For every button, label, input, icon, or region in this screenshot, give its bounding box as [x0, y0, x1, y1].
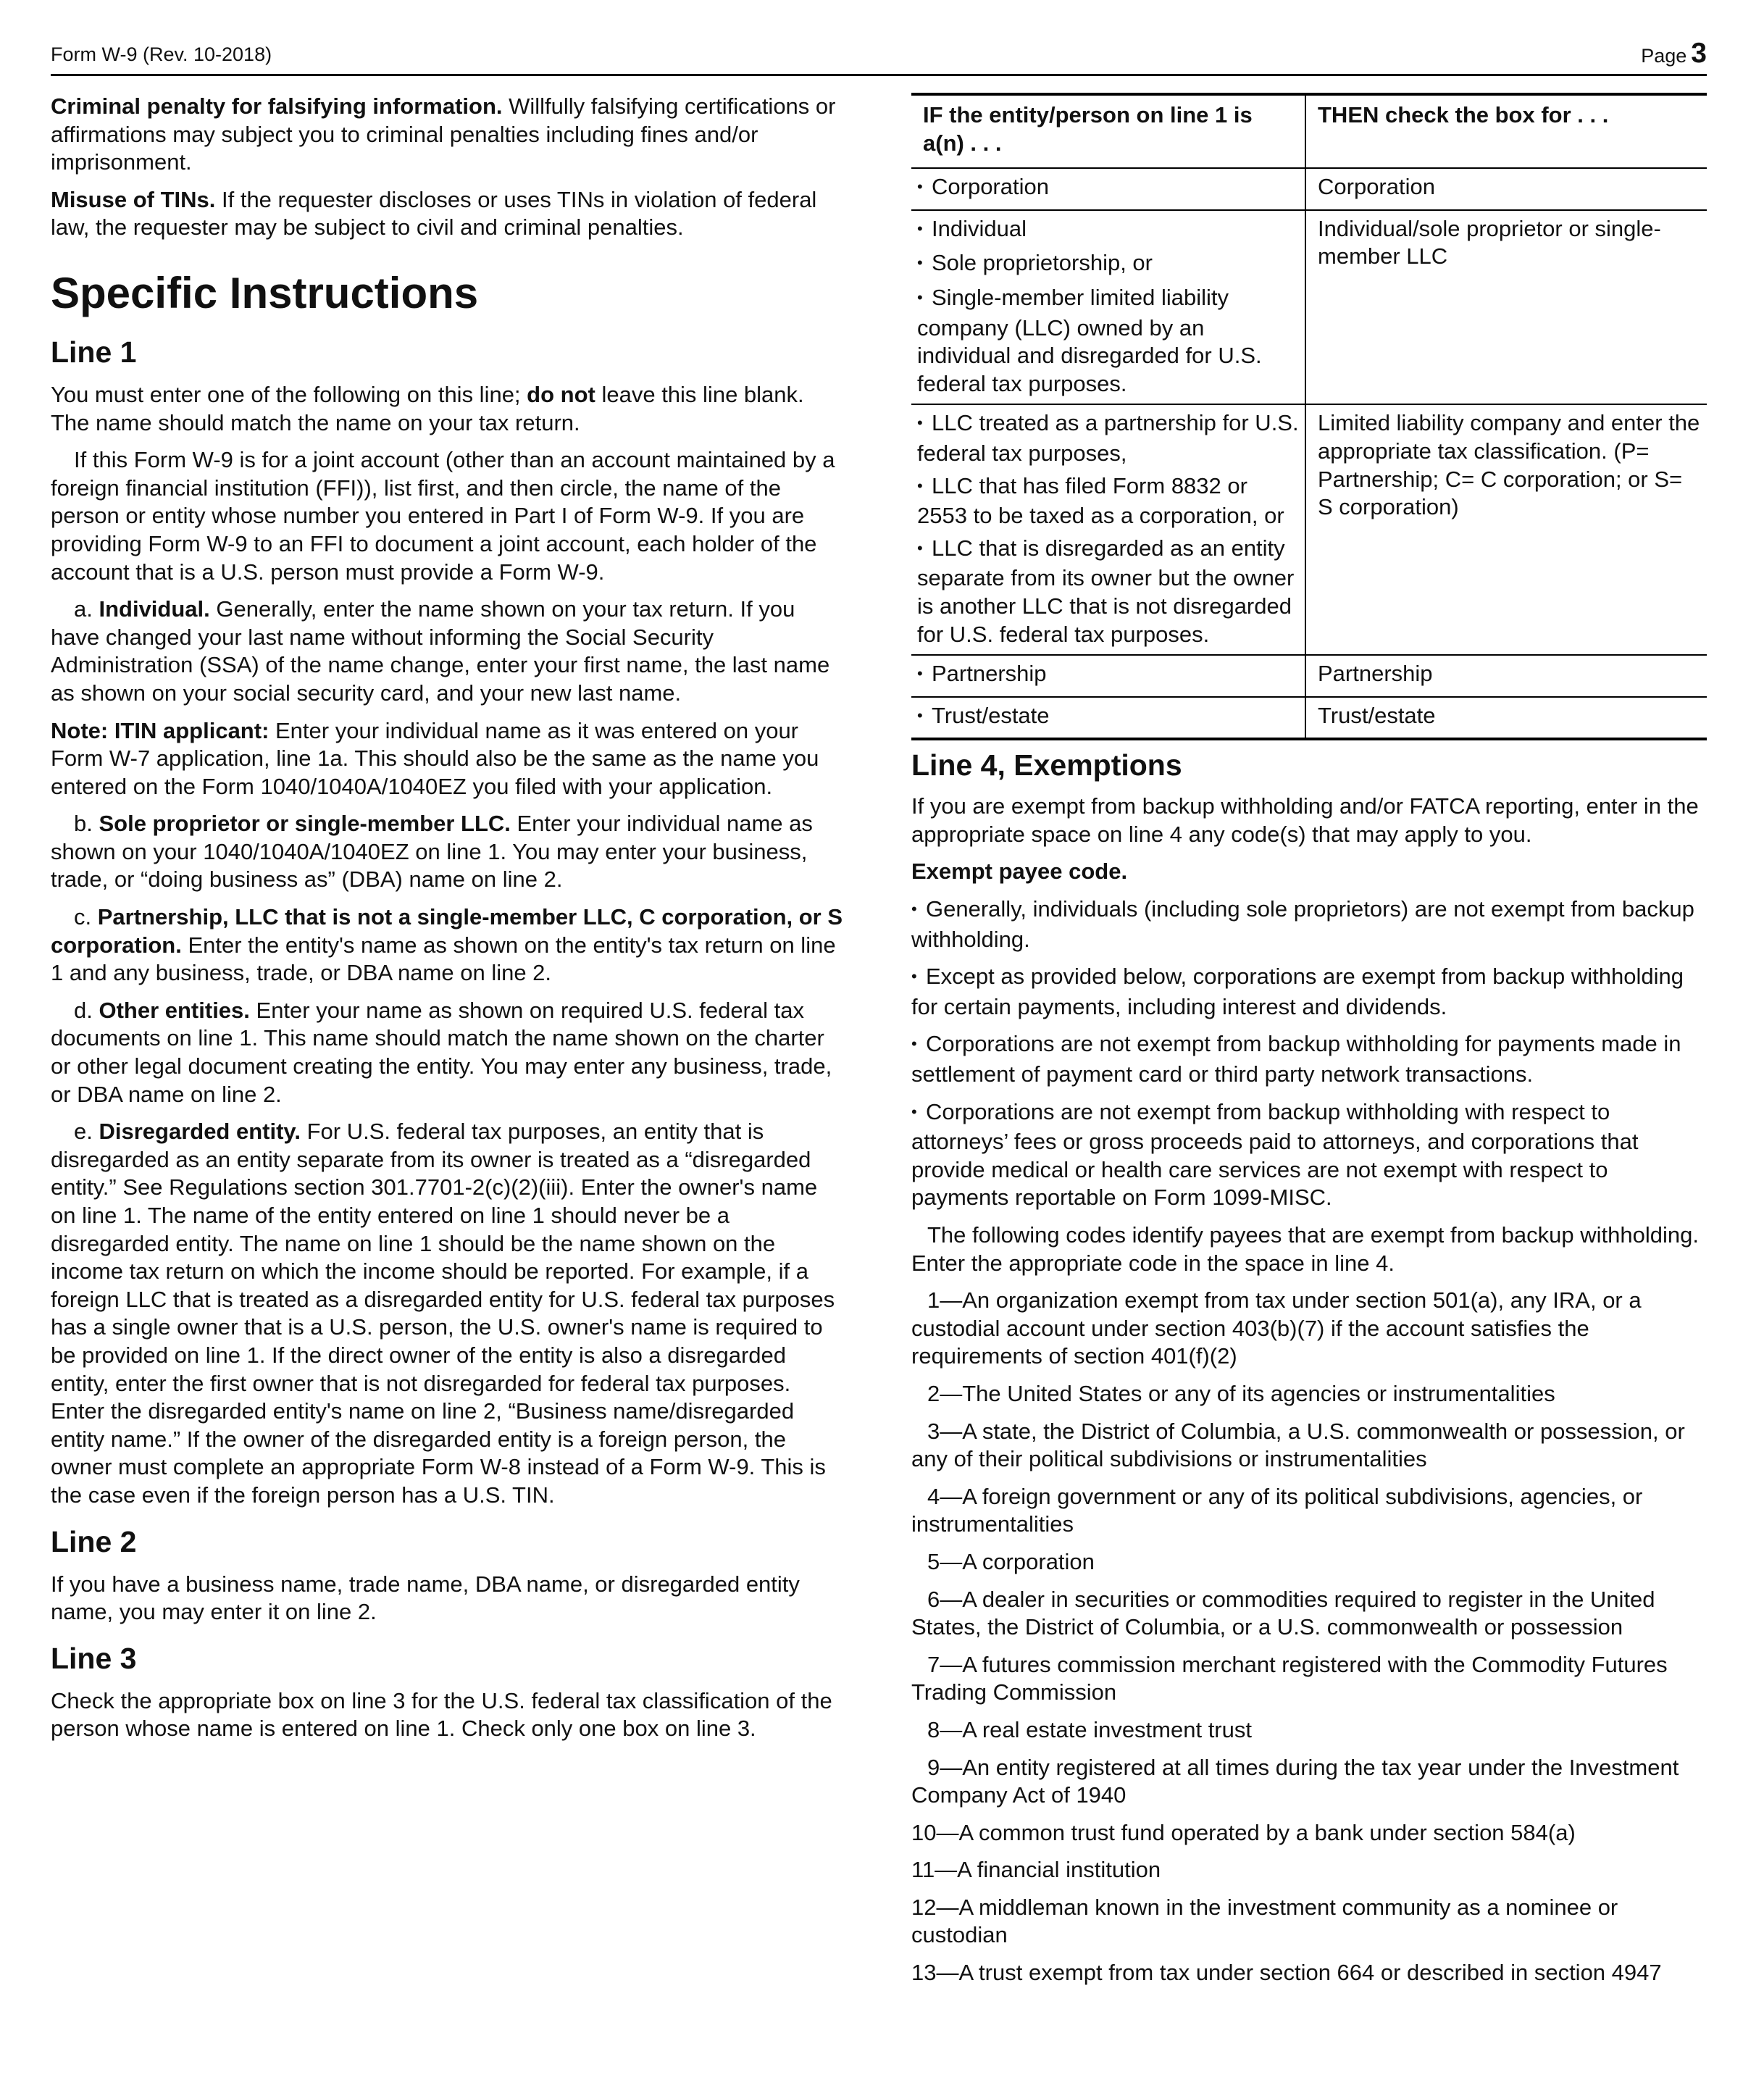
table-body [911, 168, 1707, 739]
item-c-paragraph [51, 903, 848, 987]
item-a-prefix: a. [74, 596, 99, 622]
exempt-bullet-item [911, 895, 1707, 953]
entity-list-item [917, 409, 1299, 467]
exempt-code-item: 2—The United States or any of its agencies or instrumentalities [927, 1380, 1555, 1406]
line3-paragraph: Check the appropriate box on line 3 for the U.S. federal tax classification of the person whose name is entered on line 1. Check only one box on line 3. [51, 1687, 832, 1742]
item-d-title: Other entities. [99, 997, 250, 1023]
line2-paragraph: If you have a business name, trade name, DBA name, or disregarded entity name, you may enter it on line 2. [51, 1571, 800, 1625]
item-e-title: Disregarded entity. [99, 1119, 301, 1145]
bullet-icon: • [917, 706, 923, 724]
table-cell-entity [911, 404, 1305, 655]
bullet-icon: • [917, 219, 923, 238]
entity-list-item [917, 249, 1299, 280]
misuse-paragraph [51, 186, 848, 242]
bullet-icon: • [917, 538, 923, 557]
bullet-icon: • [917, 476, 923, 495]
item-e-text: For U.S. federal tax purposes, an entity that is disregarded as an entity separate from its owner is treated as a “disregarded entity.” See Regulations section 301.7701-2(c)(2)(iii). Enter the owner's name on line 1. The name of the entity entered on line 1 should never be a disregarded entity. The name on line 1 should be the name shown on the income tax return on which the income should be reported. For example, if a foreign LLC that is treated as a disregarded entity for U.S. federal tax purposes has a single owner that is a U.S. person, the U.S. owner's name is required to be provided on line 1. If the direct owner of the entity is also a disregarded entity, enter the first owner that is not disregarded for federal tax purposes. Enter the disregarded entity's name on line 2, “Business name/disregarded entity name.” If the owner of the disregarded entity is a foreign person, the owner must complete an appropriate Form W-8 instead of a Form W-9. This is the case even if the foreign person has a U.S. TIN. [51, 1119, 835, 1508]
exempt-payee-heading: Exempt payee code. [911, 859, 1128, 885]
exempt-code-item: 10—A common trust fund operated by a bank under section 584(a) [911, 1819, 1576, 1845]
item-e-prefix: e. [74, 1119, 99, 1145]
table-cell-entity [911, 210, 1305, 405]
exempt-code-item: 1—An organization exempt from tax under section 501(a), any IRA, or a custodial account under section 403(b)(7) if the account satisfies the requirements of section 401(f)(2) [911, 1287, 1642, 1369]
table-cell-checkbox: Partnership [1305, 655, 1707, 697]
table-header-entity: IF the entity/person on line 1 is a(n) . . . [911, 94, 1305, 168]
itin-note-paragraph [51, 717, 848, 801]
exempt-bullet-item [911, 1030, 1707, 1088]
item-a-paragraph [51, 596, 848, 707]
exempt-bullet-text: Corporations are not exempt from backup withholding with respect to attorneys’ fees or gross proceeds paid to attorneys, and corporations that provide medical or health care services are not exempt with respect to payments reportable on Form 1099-MISC. [911, 1098, 1639, 1211]
entity-list-item [917, 702, 1299, 732]
exempt-code-item: 9—An entity registered at all times during the tax year under the Investment Company Act of 1940 [911, 1754, 1679, 1808]
exempt-bullet-text: Corporations are not exempt from backup withholding for payments made in settlement of payment card or third party network transactions. [911, 1031, 1681, 1087]
exempt-code-item: 11—A financial institution [911, 1857, 1161, 1883]
item-c-text: Enter the entity's name as shown on the entity's tax return on line 1 and any business, trade, or DBA name on line 2. [51, 932, 836, 986]
bullet-icon: • [911, 1035, 917, 1053]
exempt-code-item: 4—A foreign government or any of its political subdivisions, agencies, or instrumentalities [911, 1483, 1643, 1537]
entity-list-item [917, 215, 1299, 246]
misuse-text: If the requester discloses or uses TINs in violation of federal law, the requester may be subject to civil and criminal penalties. [51, 186, 817, 241]
exempt-code-item: 8—A real estate investment trust [927, 1716, 1252, 1742]
table-header-checkbox: THEN check the box for . . . [1305, 94, 1707, 168]
table-cell-entity [911, 697, 1305, 740]
table-cell-checkbox: Trust/estate [1305, 697, 1707, 740]
page-indicator [1641, 38, 1707, 70]
exempt-bullet-text: Generally, individuals (including sole proprietors) are not exempt from backup withholding. [911, 896, 1694, 952]
line1-heading: Line 1 [51, 335, 137, 369]
bullet-icon: • [917, 414, 923, 433]
bullet-icon: • [911, 900, 917, 919]
line1-do-not: do not [527, 381, 595, 407]
item-b-prefix: b. [74, 811, 99, 837]
bullet-icon: • [911, 967, 917, 986]
table-cell-entity [911, 655, 1305, 697]
entity-text: LLC treated as a partnership for U.S. federal tax purposes, [917, 410, 1299, 466]
table-cell-checkbox: Corporation [1305, 168, 1707, 210]
page-label: Page [1641, 45, 1687, 67]
entity-text: Sole proprietorship, or [932, 250, 1153, 276]
entity-list-item [917, 535, 1299, 648]
left-column [51, 93, 848, 1753]
joint-account-paragraph: If this Form W-9 is for a joint account (other than an account maintained by a foreign financial institution (FFI)), list first, and then circle, the name of the person or entity whose number you entered in Part I of Form W-9. If you are providing Form W-9 to an FFI to document a joint account, each holder of the account that is a U.S. person must provide a Form W-9. [51, 447, 835, 585]
line3-heading: Line 3 [51, 1641, 137, 1675]
item-a-text: Generally, enter the name shown on your tax return. If you have changed your last name without informing the Social Security Administration (SSA) of the name change, enter your first name, the last name as shown on your social security card, and your new last name. [51, 596, 830, 706]
item-a-title: Individual. [99, 596, 210, 622]
line1-paragraph [51, 381, 848, 437]
table-cell-checkbox: Limited liability company and enter the appropriate tax classification. (P= Partnership; C= C corporation; or S= S corporation) [1305, 404, 1707, 655]
table-row [911, 404, 1707, 655]
item-b-text: Enter your individual name as shown on your 1040/1040A/1040EZ on line 1. You may enter your business, trade, or “doing business as” (DBA) name on line 2. [51, 811, 813, 893]
entity-list-item [917, 173, 1299, 204]
item-d-text: Enter your name as shown on required U.S. federal tax documents on line 1. This name should match the name shown on the charter or other legal document creating the entity. You may enter any business, trade, or DBA name on line 2. [51, 997, 832, 1107]
entity-list-item [917, 660, 1299, 690]
bullet-icon: • [917, 177, 923, 196]
entity-list-item [917, 472, 1299, 530]
table-header-row [911, 94, 1707, 168]
line4-paragraph: If you are exempt from backup withholding and/or FATCA reporting, enter in the appropriate space on line 4 any code(s) that may apply to you. [911, 793, 1699, 847]
page-number: 3 [1691, 38, 1707, 69]
exempt-bullets [911, 895, 1707, 1212]
entity-text: Corporation [932, 174, 1049, 200]
exempt-code-item: 13—A trust exempt from tax under section 664 or described in section 4947 [911, 1960, 1662, 1986]
itin-note-title: Note: ITIN applicant: [51, 717, 269, 743]
line1-text-a: You must enter one of the following on this line; [51, 381, 527, 407]
entity-text: LLC that has filed Form 8832 or 2553 to be taxed as a corporation, or [917, 472, 1284, 529]
exempt-code-item: 7—A futures commission merchant registered with the Commodity Futures Trading Commission [911, 1651, 1668, 1705]
table-row [911, 168, 1707, 210]
line4-heading: Line 4, Exemptions [911, 748, 1182, 782]
entity-text: Single-member limited liability company (LLC) owned by an individual and disregarded for U.S. federal tax purposes. [917, 284, 1262, 396]
exempt-bullet-item [911, 1098, 1707, 1212]
table-row [911, 697, 1707, 740]
bullet-icon: • [917, 254, 923, 272]
entity-text: LLC that is disregarded as an entity separate from its owner but the owner is another LLC that is not disregarded for U.S. federal tax purposes. [917, 535, 1295, 647]
item-d-prefix: d. [74, 997, 99, 1023]
tax-classification-table [911, 93, 1707, 740]
item-c-prefix: c. [74, 904, 98, 930]
exempt-code-item: 5—A corporation [927, 1548, 1095, 1574]
specific-instructions-heading: Specific Instructions [51, 268, 479, 317]
item-e-paragraph [51, 1118, 848, 1509]
bullet-icon: • [911, 1102, 917, 1121]
criminal-penalty-title: Criminal penalty for falsifying information. [51, 93, 503, 119]
line2-heading: Line 2 [51, 1524, 137, 1558]
table-cell-entity [911, 168, 1305, 210]
item-b-title: Sole proprietor or single-member LLC. [99, 811, 511, 837]
bullet-icon: • [917, 288, 923, 306]
entity-list-item [917, 284, 1299, 398]
exempt-code-item: 3—A state, the District of Columbia, a U.S. commonwealth or possession, or any of their political subdivisions or instrumentalities [911, 1418, 1685, 1472]
exempt-codes-list [911, 1287, 1707, 1987]
item-c-title: Partnership, LLC that is not a single-member LLC, C corporation, or S corporation. [51, 904, 843, 958]
misuse-title: Misuse of TINs. [51, 186, 216, 212]
table-row [911, 210, 1707, 405]
table-row [911, 655, 1707, 697]
table-cell-checkbox: Individual/sole proprietor or single-member LLC [1305, 210, 1707, 405]
item-d-paragraph [51, 997, 848, 1108]
exempt-code-item: 12—A middleman known in the investment community as a nominee or custodian [911, 1894, 1618, 1948]
exempt-bullet-text: Except as provided below, corporations are exempt from backup withholding for certain payments, including interest and dividends. [911, 964, 1684, 1019]
page-header [51, 38, 1707, 76]
line1-text-b: leave this line blank. The name should match the name on your tax return. [51, 381, 804, 435]
criminal-penalty-paragraph [51, 93, 848, 177]
entity-text: Individual [932, 215, 1027, 241]
exempt-bullet-item [911, 963, 1707, 1021]
form-label: Form W-9 (Rev. 10-2018) [51, 43, 272, 65]
bullet-icon: • [917, 664, 923, 683]
entity-text: Trust/estate [932, 702, 1050, 728]
itin-note-text: Enter your individual name as it was entered on your Form W-7 application, line 1a. This should also be the same as the name you entered on the Form 1040/1040A/1040EZ you filed with your application. [51, 717, 819, 799]
item-b-paragraph [51, 810, 848, 894]
right-column [911, 93, 1707, 1997]
entity-text: Partnership [932, 661, 1047, 687]
exempt-code-item: 6—A dealer in securities or commodities required to register in the United States, the District of Columbia, or a U.S. commonwealth or possession [911, 1586, 1655, 1640]
criminal-penalty-text: Willfully falsifying certifications or affirmations may subject you to criminal penalties including fines and/or imprisonment. [51, 93, 836, 175]
codes-intro-paragraph: The following codes identify payees that are exempt from backup withholding. Enter the appropriate code in the space in line 4. [911, 1222, 1699, 1276]
